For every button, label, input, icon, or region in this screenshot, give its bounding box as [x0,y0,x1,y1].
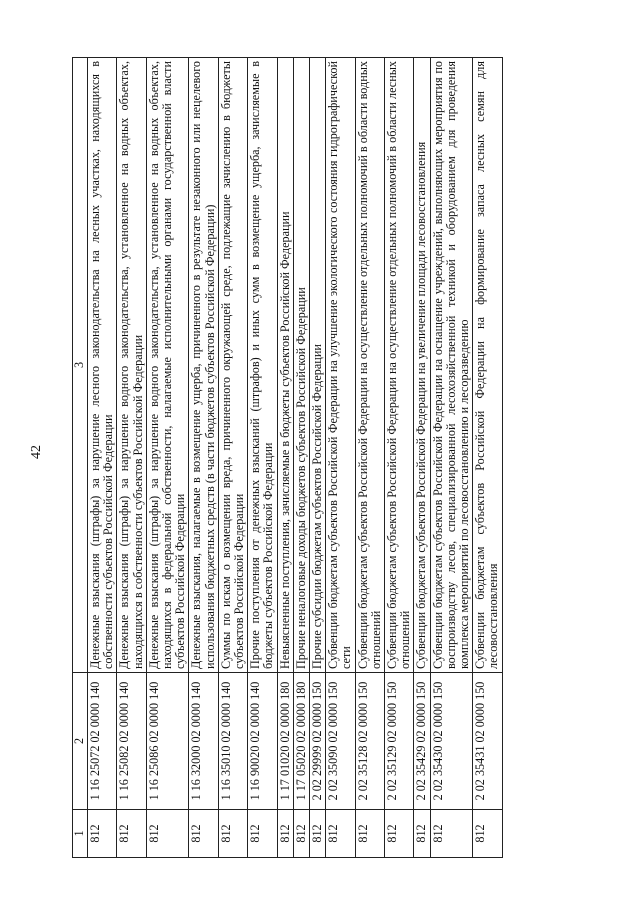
budget-code-cell: 1 16 25086 02 0000 140 [146,673,189,810]
admin-code-cell: 812 [117,810,146,858]
budget-code-cell: 2 02 35128 02 0000 150 [355,673,384,810]
rotated-table-wrapper [72,58,572,858]
description-cell: Прочие неналоговые доходы бюджетов субъектов Российской Федерации [293,58,309,673]
description-cell: Субвенции бюджетам субъектов Российской Федерации на осуществление отдельных полномочий в области лесных отношений [385,58,414,673]
budget-code-cell: 1 16 35010 02 0000 140 [218,673,247,810]
budget-code-cell: 1 17 01020 02 0000 180 [277,673,293,810]
admin-code-cell: 812 [326,810,355,858]
admin-code-cell: 812 [473,810,502,858]
table-row [355,58,384,858]
page-number: 42 [29,445,44,459]
admin-code-cell: 812 [88,810,117,858]
description-cell: Субвенции бюджетам субъектов Российской Федерации на увеличение площади лесовосстановления [414,58,430,673]
admin-code-cell: 812 [310,810,326,858]
table-body [88,58,503,858]
header-cell-1: 1 [73,810,88,858]
table-row [146,58,189,858]
description-cell: Суммы по искам о возмещении вреда, причиненного окружающей среде, подлежащие зачислению в бюджеты субъектов Российской Федерации [218,58,247,673]
table-row [473,58,502,858]
table-row [218,58,247,858]
description-cell: Субвенции бюджетам субъектов Российской Федерации на формирование запаса лесных семян для лесовосстановления [473,58,502,673]
revenue-codes-table [72,57,503,858]
budget-code-cell: 1 16 25082 02 0000 140 [117,673,146,810]
admin-code-cell: 812 [277,810,293,858]
table-row [310,58,326,858]
budget-code-cell: 2 02 29999 02 0000 150 [310,673,326,810]
budget-code-cell: 1 17 05020 02 0000 180 [293,673,309,810]
admin-code-cell: 812 [385,810,414,858]
description-cell: Денежные взыскания, налагаемые в возмещение ущерба, причиненного в результате незаконного или нецелевого использования бюджетных средств (в части бюджетов субъектов Российской Федерации) [189,58,218,673]
table-row [430,58,473,858]
admin-code-cell: 812 [414,810,430,858]
description-cell: Субвенции бюджетам субъектов Российской Федерации на улучшение экологического состояния гидрографической сети [326,58,355,673]
admin-code-cell: 812 [430,810,473,858]
description-cell: Невыясненные поступления, зачисляемые в бюджеты субъектов Российской Федерации [277,58,293,673]
budget-code-cell: 2 02 35090 02 0000 150 [326,673,355,810]
description-cell: Прочие поступления от денежных взысканий (штрафов) и иных сумм в возмещение ущерба, зачисляемые в бюджеты субъектов Российской Федерации [248,58,277,673]
description-cell: Прочие субсидии бюджетам субъектов Российской Федерации [310,58,326,673]
admin-code-cell: 812 [355,810,384,858]
budget-code-cell: 1 16 32000 02 0000 140 [189,673,218,810]
description-cell: Денежные взыскания (штрафы) за нарушение водного законодательства, установленное на водных объектах, находящихся в собственности субъектов Российской Федерации [117,58,146,673]
table-header-row [73,58,88,858]
header-cell-3: 3 [73,58,88,673]
admin-code-cell: 812 [293,810,309,858]
admin-code-cell: 812 [248,810,277,858]
admin-code-cell: 812 [189,810,218,858]
budget-code-cell: 2 02 35429 02 0000 150 [414,673,430,810]
table-row [414,58,430,858]
table-row [117,58,146,858]
table-row [385,58,414,858]
table-row [88,58,117,858]
description-cell: Денежные взыскания (штрафы) за нарушение лесного законодательства на лесных участках, находящихся в собственности субъектов Российской Федерации [88,58,117,673]
table-row [293,58,309,858]
budget-code-cell: 2 02 35430 02 0000 150 [430,673,473,810]
admin-code-cell: 812 [218,810,247,858]
table-row [277,58,293,858]
description-cell: Субвенции бюджетам субъектов Российской Федерации на оснащение учреждений, выполняющих мероприятия по воспроизводству лесов, специализированной лесохозяйственной техникой и оборудованием для проведения комплекса мероприятий по лесовосстановлению и лесоразведению [430,58,473,673]
budget-code-cell: 2 02 35431 02 0000 150 [473,673,502,810]
admin-code-cell: 812 [146,810,189,858]
budget-code-cell: 1 16 25072 02 0000 140 [88,673,117,810]
table-row [248,58,277,858]
table-row [189,58,218,858]
budget-code-cell: 2 02 35129 02 0000 150 [385,673,414,810]
description-cell: Денежные взыскания (штрафы) за нарушение водного законодательства, установленное на водных объектах, находящихся в федеральной собственности, налагаемые исполнительными органами государственной власти субъектов Российской Федерации [146,58,189,673]
description-cell: Субвенции бюджетам субъектов Российской Федерации на осуществление отдельных полномочий в области водных отношений [355,58,384,673]
header-cell-2: 2 [73,673,88,810]
budget-code-cell: 1 16 90020 02 0000 140 [248,673,277,810]
table-row [326,58,355,858]
